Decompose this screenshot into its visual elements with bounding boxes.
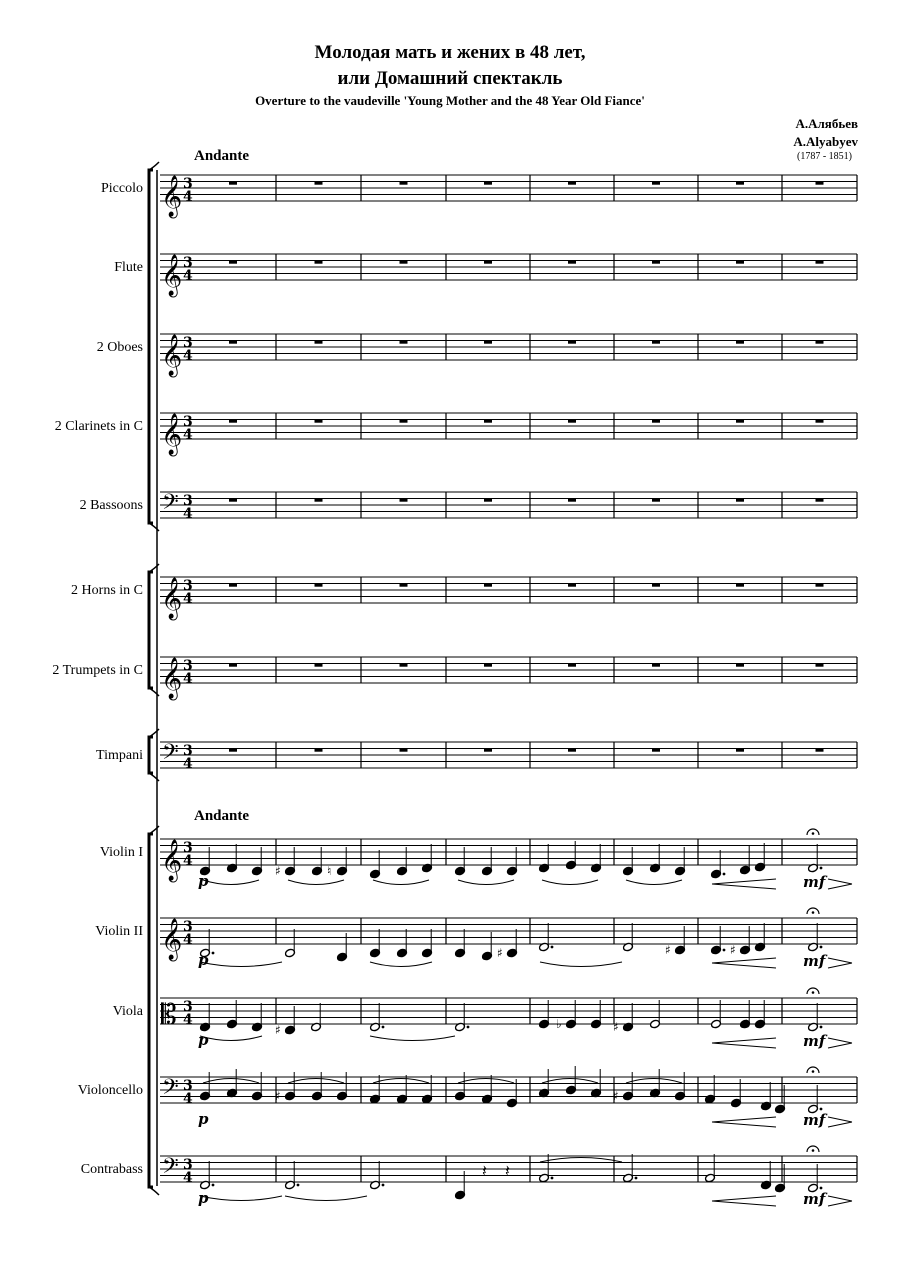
time-signature-denominator: 4 <box>183 1012 193 1028</box>
whole-rest-icon <box>816 584 824 587</box>
time-signature-numerator: 3 <box>183 335 193 351</box>
treble-clef-icon: 𝄞 <box>161 578 183 619</box>
time-signature-numerator: 3 <box>183 1078 193 1094</box>
whole-rest-icon <box>484 182 492 185</box>
augmentation-dot <box>212 952 215 955</box>
accidental: ♭ <box>556 1017 562 1031</box>
augmentation-dot <box>820 1026 823 1029</box>
time-signature-denominator: 4 <box>183 671 193 687</box>
composer-en: A.Alyabyev <box>793 134 858 149</box>
augmentation-dot <box>820 1187 823 1190</box>
dynamic-marking: p <box>198 951 209 969</box>
crescendo-hairpin <box>712 1117 776 1127</box>
whole-rest-icon <box>400 420 408 423</box>
dynamic-marking: p <box>198 1031 209 1049</box>
treble-clef-icon: 𝄞 <box>161 255 183 296</box>
whole-rest-icon <box>229 664 237 667</box>
slur <box>200 1036 262 1041</box>
time-signature-numerator: 3 <box>183 743 193 759</box>
slur <box>458 880 514 885</box>
whole-rest-icon <box>652 341 660 344</box>
whole-rest-icon <box>652 420 660 423</box>
decrescendo-hairpin <box>828 958 852 968</box>
accidental: ♯ <box>613 1020 619 1034</box>
whole-rest-icon <box>484 749 492 752</box>
augmentation-dot <box>382 1184 385 1187</box>
accidental: ♯ <box>497 946 503 960</box>
instrument-label-timpani: Timpani <box>96 748 143 763</box>
dynamic-marking: p <box>198 872 209 890</box>
accidental: ♯ <box>275 864 281 878</box>
fermata-dot <box>812 991 815 994</box>
whole-rest-icon <box>229 749 237 752</box>
time-signature-numerator: 3 <box>183 176 193 192</box>
whole-rest-icon <box>816 261 824 264</box>
time-signature-denominator: 4 <box>183 853 193 869</box>
time-signature-denominator: 4 <box>183 756 193 772</box>
decrescendo-hairpin <box>828 879 852 889</box>
treble-clef-icon: 𝄞 <box>161 335 183 376</box>
time-signature-denominator: 4 <box>183 506 193 522</box>
title-line-2: или Домашний спектакль <box>337 68 563 89</box>
slur <box>285 1196 367 1201</box>
whole-rest-icon <box>484 664 492 667</box>
slur <box>542 880 598 885</box>
whole-rest-icon <box>484 261 492 264</box>
title-line-1: Молодая мать и жених в 48 лет, <box>314 42 586 63</box>
whole-rest-icon <box>229 420 237 423</box>
alto-clef-icon: 𝄡 <box>161 998 177 1031</box>
woodwinds-bracket-cap-top <box>149 162 159 170</box>
slur <box>540 1158 622 1163</box>
instrument-label-clarinets: 2 Clarinets in C <box>54 419 143 434</box>
time-signature-numerator: 3 <box>183 255 193 271</box>
whole-rest-icon <box>400 664 408 667</box>
quarter-rest-icon: 𝄽 <box>482 1161 487 1180</box>
slur <box>200 1196 282 1201</box>
whole-rest-icon <box>484 499 492 502</box>
slur <box>458 1079 514 1084</box>
fermata-dot <box>812 1070 815 1073</box>
whole-rest-icon <box>568 341 576 344</box>
time-signature-numerator: 3 <box>183 493 193 509</box>
instrument-label-violoncello: Violoncello <box>77 1083 143 1098</box>
crescendo-hairpin <box>712 1196 776 1206</box>
augmentation-dot <box>723 949 726 952</box>
slur <box>288 880 344 885</box>
augmentation-dot <box>551 946 554 949</box>
time-signature-denominator: 4 <box>183 932 193 948</box>
tempo-marking-winds: Andante <box>194 148 250 164</box>
subtitle: Overture to the vaudeville 'Young Mother and the 48 Year Old Fiance' <box>255 93 645 108</box>
dynamic-marking: mf <box>803 1032 826 1050</box>
whole-rest-icon <box>816 749 824 752</box>
treble-clef-icon: 𝄞 <box>161 840 183 881</box>
whole-rest-icon <box>736 261 744 264</box>
tempo-marking-strings: Andante <box>194 808 250 824</box>
fermata-dot <box>812 1149 815 1152</box>
bass-clef-icon: 𝄢 <box>162 1154 179 1184</box>
slur <box>542 1079 598 1084</box>
time-signature-denominator: 4 <box>183 268 193 284</box>
time-signature-numerator: 3 <box>183 414 193 430</box>
whole-rest-icon <box>568 182 576 185</box>
instrument-label-contrabass: Contrabass <box>80 1162 143 1177</box>
whole-rest-icon <box>736 584 744 587</box>
accidental: ♮ <box>327 864 332 878</box>
crescendo-hairpin <box>712 879 776 889</box>
instrument-label-piccolo: Piccolo <box>101 181 143 196</box>
whole-rest-icon <box>315 182 323 185</box>
augmentation-dot <box>382 1026 385 1029</box>
accidental: ♯ <box>275 1089 281 1103</box>
whole-rest-icon <box>400 749 408 752</box>
time-signature-denominator: 4 <box>183 591 193 607</box>
time-signature-denominator: 4 <box>183 427 193 443</box>
augmentation-dot <box>723 873 726 876</box>
crescendo-hairpin <box>712 958 776 968</box>
whole-rest-icon <box>229 499 237 502</box>
composer-ru: А.Алябьев <box>795 116 858 131</box>
whole-rest-icon <box>484 584 492 587</box>
quarter-rest-icon: 𝄽 <box>505 1161 510 1180</box>
whole-rest-icon <box>484 420 492 423</box>
augmentation-dot <box>820 946 823 949</box>
time-signature-denominator: 4 <box>183 1091 193 1107</box>
whole-rest-icon <box>568 664 576 667</box>
whole-rest-icon <box>736 664 744 667</box>
slur <box>626 880 682 885</box>
augmentation-dot <box>820 1108 823 1111</box>
dynamic-marking: p <box>198 1110 209 1128</box>
whole-rest-icon <box>229 261 237 264</box>
dynamic-marking: p <box>198 1189 209 1207</box>
augmentation-dot <box>212 1184 215 1187</box>
whole-rest-icon <box>652 749 660 752</box>
whole-rest-icon <box>652 499 660 502</box>
whole-rest-icon <box>568 261 576 264</box>
whole-rest-icon <box>400 584 408 587</box>
whole-rest-icon <box>315 664 323 667</box>
instrument-label-flute: Flute <box>114 260 143 275</box>
whole-rest-icon <box>315 749 323 752</box>
whole-rest-icon <box>736 182 744 185</box>
whole-rest-icon <box>568 499 576 502</box>
slur <box>373 1079 429 1084</box>
augmentation-dot <box>551 1177 554 1180</box>
slur <box>626 1079 682 1084</box>
crescendo-hairpin <box>712 1038 776 1048</box>
time-signature-numerator: 3 <box>183 1157 193 1173</box>
augmentation-dot <box>297 1184 300 1187</box>
slur <box>203 880 259 885</box>
time-signature-numerator: 3 <box>183 919 193 935</box>
fermata-dot <box>812 911 815 914</box>
bass-clef-icon: 𝄢 <box>162 1075 179 1105</box>
whole-rest-icon <box>652 261 660 264</box>
whole-rest-icon <box>652 182 660 185</box>
augmentation-dot <box>820 867 823 870</box>
accidental: ♯ <box>275 1023 281 1037</box>
whole-rest-icon <box>736 499 744 502</box>
whole-rest-icon <box>816 341 824 344</box>
time-signature-numerator: 3 <box>183 840 193 856</box>
whole-rest-icon <box>652 664 660 667</box>
instrument-label-bassoons: 2 Bassoons <box>79 498 143 513</box>
whole-rest-icon <box>400 341 408 344</box>
accidental: ♯ <box>665 943 671 957</box>
time-signature-numerator: 3 <box>183 658 193 674</box>
whole-rest-icon <box>484 341 492 344</box>
whole-rest-icon <box>736 749 744 752</box>
whole-rest-icon <box>816 499 824 502</box>
decrescendo-hairpin <box>828 1117 852 1127</box>
dynamic-marking: mf <box>803 952 826 970</box>
slur <box>203 1079 259 1084</box>
whole-rest-icon <box>816 664 824 667</box>
instrument-label-viola: Viola <box>112 1004 143 1019</box>
slur <box>370 1036 455 1041</box>
whole-rest-icon <box>229 584 237 587</box>
time-signature-numerator: 3 <box>183 999 193 1015</box>
dynamic-marking: mf <box>803 1190 826 1208</box>
treble-clef-icon: 𝄞 <box>161 658 183 699</box>
decrescendo-hairpin <box>828 1196 852 1206</box>
slur <box>373 880 429 885</box>
treble-clef-icon: 𝄞 <box>161 176 183 217</box>
instrument-label-oboes: 2 Oboes <box>96 340 143 355</box>
whole-rest-icon <box>568 584 576 587</box>
time-signature-denominator: 4 <box>183 1170 193 1186</box>
instrument-label-violin-2: Violin II <box>95 924 143 939</box>
accidental: ♭ <box>745 1017 751 1031</box>
instrument-label-violin-1: Violin I <box>99 845 143 860</box>
whole-rest-icon <box>736 341 744 344</box>
whole-rest-icon <box>652 584 660 587</box>
instrument-label-horns: 2 Horns in C <box>71 583 143 598</box>
whole-rest-icon <box>816 182 824 185</box>
whole-rest-icon <box>568 420 576 423</box>
time-signature-denominator: 4 <box>183 348 193 364</box>
slur <box>288 1079 344 1084</box>
treble-clef-icon: 𝄞 <box>161 414 183 455</box>
whole-rest-icon <box>315 261 323 264</box>
treble-clef-icon: 𝄞 <box>161 919 183 960</box>
slur <box>200 962 282 967</box>
augmentation-dot <box>635 1177 638 1180</box>
whole-rest-icon <box>568 749 576 752</box>
decrescendo-hairpin <box>828 1038 852 1048</box>
brass-bracket <box>149 572 153 688</box>
time-signature-denominator: 4 <box>183 189 193 205</box>
bass-clef-icon: 𝄢 <box>162 490 179 520</box>
dynamic-marking: mf <box>803 873 826 891</box>
accidental: ♯ <box>730 943 736 957</box>
slur <box>540 962 622 967</box>
timpani-bracket <box>149 737 153 773</box>
composer-dates: (1787 - 1851) <box>797 151 852 162</box>
slur <box>370 962 432 967</box>
whole-rest-icon <box>736 420 744 423</box>
whole-rest-icon <box>315 341 323 344</box>
fermata-dot <box>812 832 815 835</box>
whole-rest-icon <box>400 182 408 185</box>
whole-rest-icon <box>816 420 824 423</box>
dynamic-marking: mf <box>803 1111 826 1129</box>
whole-rest-icon <box>400 261 408 264</box>
whole-rest-icon <box>315 584 323 587</box>
time-signature-numerator: 3 <box>183 578 193 594</box>
whole-rest-icon <box>400 499 408 502</box>
bass-clef-icon: 𝄢 <box>162 740 179 770</box>
whole-rest-icon <box>315 420 323 423</box>
whole-rest-icon <box>315 499 323 502</box>
whole-rest-icon <box>229 182 237 185</box>
woodwinds-bracket <box>149 170 153 523</box>
strings-bracket-cap-bottom <box>149 1187 159 1195</box>
whole-rest-icon <box>229 341 237 344</box>
strings-bracket <box>149 834 153 1187</box>
augmentation-dot <box>467 1026 470 1029</box>
accidental: ♯ <box>613 1089 619 1103</box>
instrument-label-trumpets: 2 Trumpets in C <box>52 663 143 678</box>
